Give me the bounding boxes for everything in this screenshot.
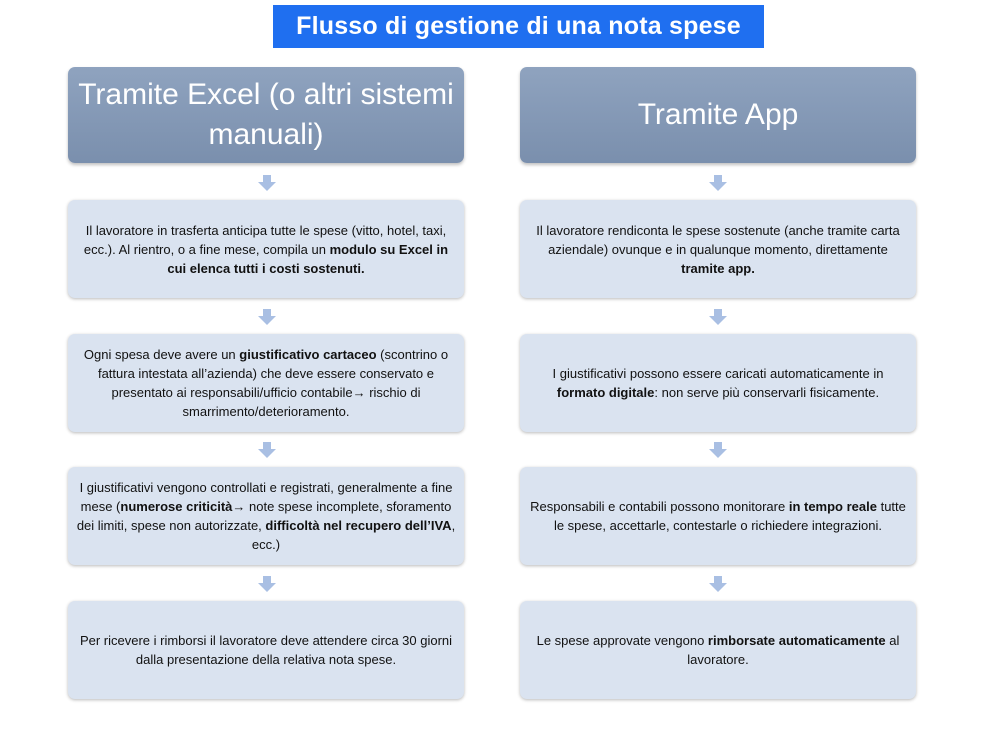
down-arrow-icon xyxy=(709,309,727,325)
diagram-title: Flusso di gestione di una nota spese xyxy=(273,5,764,48)
header-excel xyxy=(68,67,464,163)
down-arrow-icon xyxy=(258,309,276,325)
header-app-label: Tramite App xyxy=(637,98,799,131)
header-excel-label: Tramite Excel (o altri sistemi manuali) xyxy=(78,78,454,151)
app-step-3-bold: in tempo reale xyxy=(788,499,877,514)
excel-step-3 xyxy=(68,467,464,565)
excel-step-3-text: I giustificativi vengono controllati e registrati, generalmente a fine mese ( xyxy=(79,480,453,514)
app-step-1 xyxy=(520,200,916,298)
excel-step-2-bold: giustificativo cartaceo xyxy=(239,347,377,362)
excel-step-3-text-3: , ecc.) xyxy=(251,518,456,552)
app-step-1-bold: tramite app. xyxy=(681,260,755,276)
app-step-2-text-2: : non serve più conservarli fisicamente. xyxy=(654,385,880,400)
down-arrow-icon xyxy=(258,442,276,458)
app-step-3-text-2: tutte le spese, accettarle, contestarle o richiedere integrazioni. xyxy=(553,499,906,533)
down-arrow-icon xyxy=(709,175,727,191)
excel-step-3-bold: numerose criticità xyxy=(120,499,233,514)
app-step-4-text: Le spese approvate vengono xyxy=(536,633,708,648)
app-step-2-text: I giustificativi possono essere caricati automaticamente in xyxy=(552,366,884,381)
excel-step-2-text-2: (scontrino o fattura intestata all’azienda) che deve essere conservato e presentato ai responsabili/ufficio contabile→ rischio di smarrimento/deterioramento. xyxy=(97,347,449,419)
excel-step-1-bold: modulo su Excel in cui elenca tutti i costi sostenuti. xyxy=(167,241,449,276)
app-step-3 xyxy=(520,467,916,565)
app-step-4 xyxy=(520,601,916,699)
down-arrow-icon xyxy=(258,175,276,191)
excel-step-2 xyxy=(68,334,464,432)
down-arrow-icon xyxy=(258,576,276,592)
app-step-3-text: Responsabili e contabili possono monitorare xyxy=(530,499,789,514)
excel-step-2-text: Ogni spesa deve avere un xyxy=(83,347,240,362)
down-arrow-icon xyxy=(709,442,727,458)
excel-step-3-bold-2: difficoltà nel recupero dell’IVA xyxy=(265,518,452,533)
app-step-4-text-2: al lavoratore. xyxy=(687,633,900,667)
app-step-1-text: Il lavoratore rendiconta le spese sostenute (anche tramite carta aziendale) ovunque e in qualunque momento, direttamente xyxy=(536,222,900,257)
app-step-2-bold: formato digitale xyxy=(556,385,655,400)
excel-step-3-text-2: → note spese incomplete, sforamento dei limiti, spese non autorizzate, xyxy=(76,499,452,533)
header-app xyxy=(520,67,916,163)
app-step-2 xyxy=(520,334,916,432)
app-step-4-bold: rimborsate automaticamente xyxy=(707,633,886,648)
excel-step-4 xyxy=(68,601,464,699)
excel-step-1-text: Il lavoratore in trasferta anticipa tutte le spese (vitto, hotel, taxi, ecc.). Al rientro, o a fine mese, compila un xyxy=(83,222,447,257)
excel-step-4-text: Per ricevere i rimborsi il lavoratore deve attendere circa 30 giorni dalla presentazione della relativa nota spese. xyxy=(79,633,453,667)
down-arrow-icon xyxy=(709,576,727,592)
excel-step-1 xyxy=(68,200,464,298)
